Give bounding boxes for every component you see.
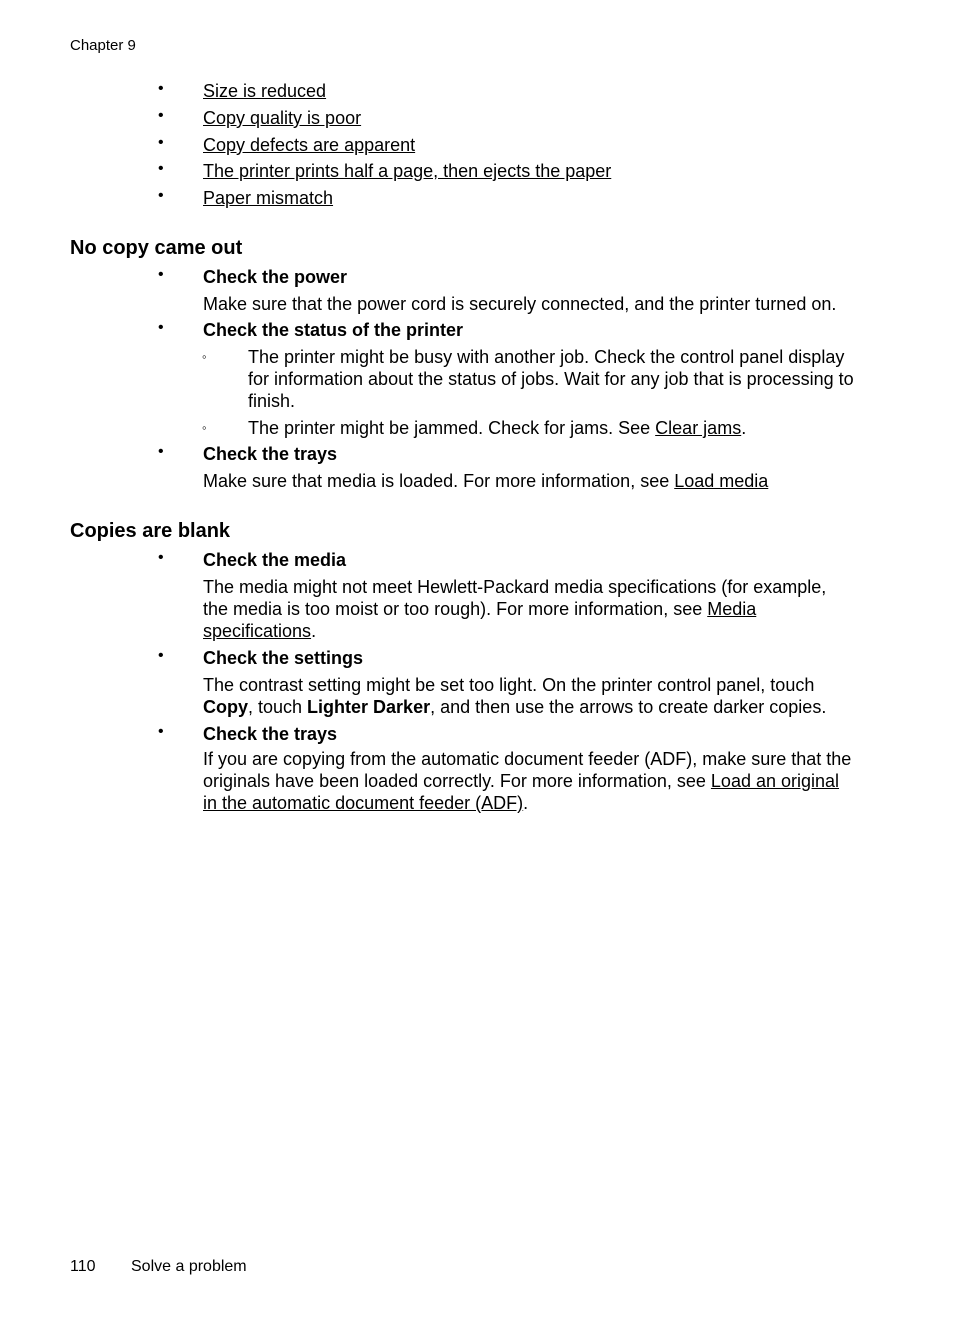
media-line2 [203,598,756,620]
link-copy-quality-poor[interactable]: Copy quality is poor [203,108,362,128]
link-paper-mismatch[interactable]: Paper mismatch [203,188,334,208]
status-busy-line1: The printer might be busy with another job. Check the control panel display [248,347,845,367]
jam-text: The printer might be jammed. Check for jams. See [248,418,656,438]
bullet: • [158,80,164,97]
bullet: • [158,107,164,124]
sub-bullet: ◦ [202,349,207,364]
item-title-check-media: Check the media [203,550,347,570]
item-title-check-trays-2: Check the trays [203,724,338,744]
media-line3 [203,620,316,642]
page-number: 110 [70,1258,96,1275]
adf-suffix: . [523,793,529,813]
sub-bullet: ◦ [202,420,207,435]
item-text-trays [203,470,768,492]
link-load-original-adf-cont[interactable]: in the automatic document feeder (ADF) [203,793,524,813]
item-title-check-trays: Check the trays [203,444,338,464]
media-text: the media is too moist or too rough). For more information, see [203,599,708,619]
lighter-darker-label: Lighter Darker [307,697,431,717]
adf-line1: If you are copying from the automatic document feeder (ADF), make sure that the [203,749,852,769]
bullet: • [158,266,164,283]
item-title-check-status: Check the status of the printer [203,320,464,340]
settings-line1: The contrast setting might be set too light. On the printer control panel, touch [203,675,815,695]
bullet: • [158,319,164,336]
link-media-specifications[interactable]: Media [707,599,757,619]
status-busy-line3: finish. [248,391,296,411]
settings-end: , and then use the arrows to create darker copies. [430,697,827,717]
chapter-header: Chapter 9 [70,37,136,54]
link-media-specifications-cont[interactable]: specifications [203,621,312,641]
link-load-media[interactable]: Load media [674,471,769,491]
bullet: • [158,723,164,740]
bullet: • [158,134,164,151]
footer-section: Solve a problem [131,1258,247,1275]
bullet: • [158,647,164,664]
adf-line2 [203,770,839,792]
adf-line3 [203,792,528,814]
bullet: • [158,187,164,204]
status-jam-line [248,417,746,439]
item-text-power: Make sure that the power cord is securely connected, and the printer turned on. [203,294,837,314]
bullet: • [158,160,164,177]
section-heading-no-copy: No copy came out [70,237,243,259]
media-suffix: . [311,621,317,641]
copy-label: Copy [203,697,248,717]
trays-text: Make sure that media is loaded. For more information, see [203,471,675,491]
media-line1: The media might not meet Hewlett-Packard media specifications (for example, [203,577,827,597]
adf-text: originals have been loaded correctly. For more information, see [203,771,711,791]
item-title-check-settings: Check the settings [203,648,364,668]
link-copy-defects[interactable]: Copy defects are apparent [203,135,416,155]
link-load-original-adf[interactable]: Load an original [710,771,840,791]
status-busy-line2: for information about the status of jobs. Wait for any job that is processing to [248,369,854,389]
settings-line2 [203,696,826,718]
section-heading-copies-blank: Copies are blank [70,520,231,542]
bullet: • [158,549,164,566]
settings-mid: , touch [248,697,308,717]
link-clear-jams[interactable]: Clear jams [655,418,742,438]
bullet: • [158,443,164,460]
link-size-reduced[interactable]: Size is reduced [203,81,327,101]
item-title-check-power: Check the power [203,267,348,287]
jam-suffix: . [741,418,747,438]
link-half-page[interactable]: The printer prints half a page, then ejects the paper [203,161,612,181]
